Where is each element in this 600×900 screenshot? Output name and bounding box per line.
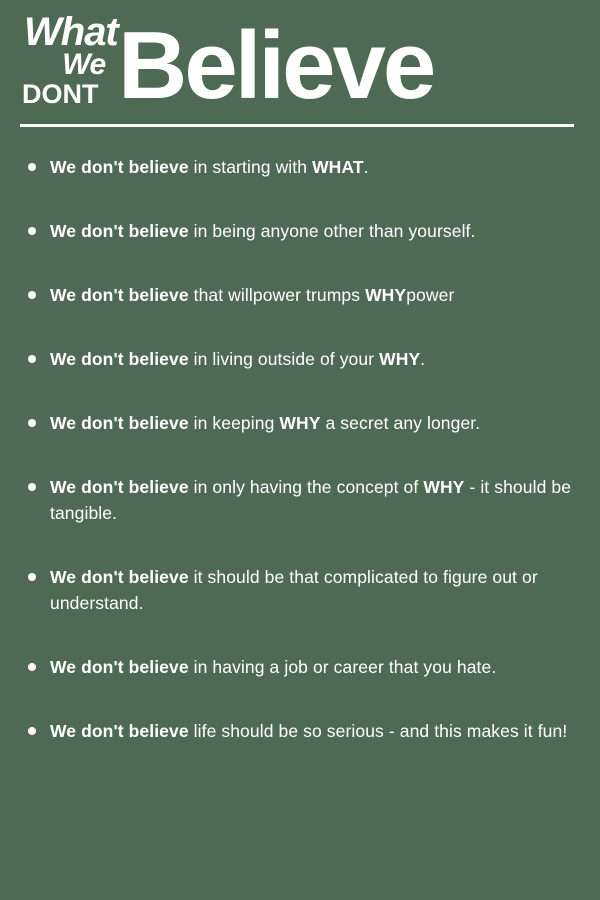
belief-text-after: power [406,285,455,305]
list-item [26,410,574,436]
belief-emphasis: WHAT [312,157,364,177]
belief-text-after: a secret any longer. [320,413,481,433]
page-title [0,0,600,136]
list-item [26,154,574,180]
belief-emphasis: WHY [379,349,421,369]
list-item [26,654,574,680]
belief-emphasis: WHY [365,285,407,305]
belief-lead: We don't believe [50,657,189,677]
list-item [26,718,574,744]
belief-text-after: . [363,157,369,177]
belief-emphasis: WHY [423,477,465,497]
title-word-what: What [24,10,118,54]
title-divider [20,124,574,127]
belief-lead: We don't believe [50,285,189,305]
title-word-dont: DONT [22,79,99,109]
list-item [26,218,574,244]
belief-text-before: in being anyone other than yourself. [188,221,476,241]
belief-lead: We don't believe [50,477,189,497]
list-item [26,346,574,372]
belief-lead: We don't believe [50,721,189,741]
belief-lead: We don't believe [50,349,189,369]
list-item [26,564,574,616]
belief-emphasis: WHY [279,413,321,433]
belief-lead: We don't believe [50,567,189,587]
title-word-believe: Believe [118,12,434,119]
belief-text-before: in having a job or career that you hate. [188,657,497,677]
belief-text-after: . [420,349,426,369]
belief-text-before: it should be that complicated to figure out or understand. [50,567,538,613]
belief-lead: We don't believe [50,413,189,433]
beliefs-list [0,136,600,744]
belief-text-before: in keeping [188,413,280,433]
belief-text-after: - it should be tangible. [50,477,572,523]
belief-text-before: life should be so serious - and this makes it fun! [188,721,568,741]
belief-text-before: in living outside of your [188,349,380,369]
title-word-we: We [62,48,106,81]
belief-text-before: in starting with [188,157,313,177]
belief-text-before: in only having the concept of [188,477,424,497]
list-item [26,282,574,308]
belief-lead: We don't believe [50,157,189,177]
belief-text-before: that willpower trumps [188,285,366,305]
list-item [26,474,574,526]
belief-lead: We don't believe [50,221,189,241]
